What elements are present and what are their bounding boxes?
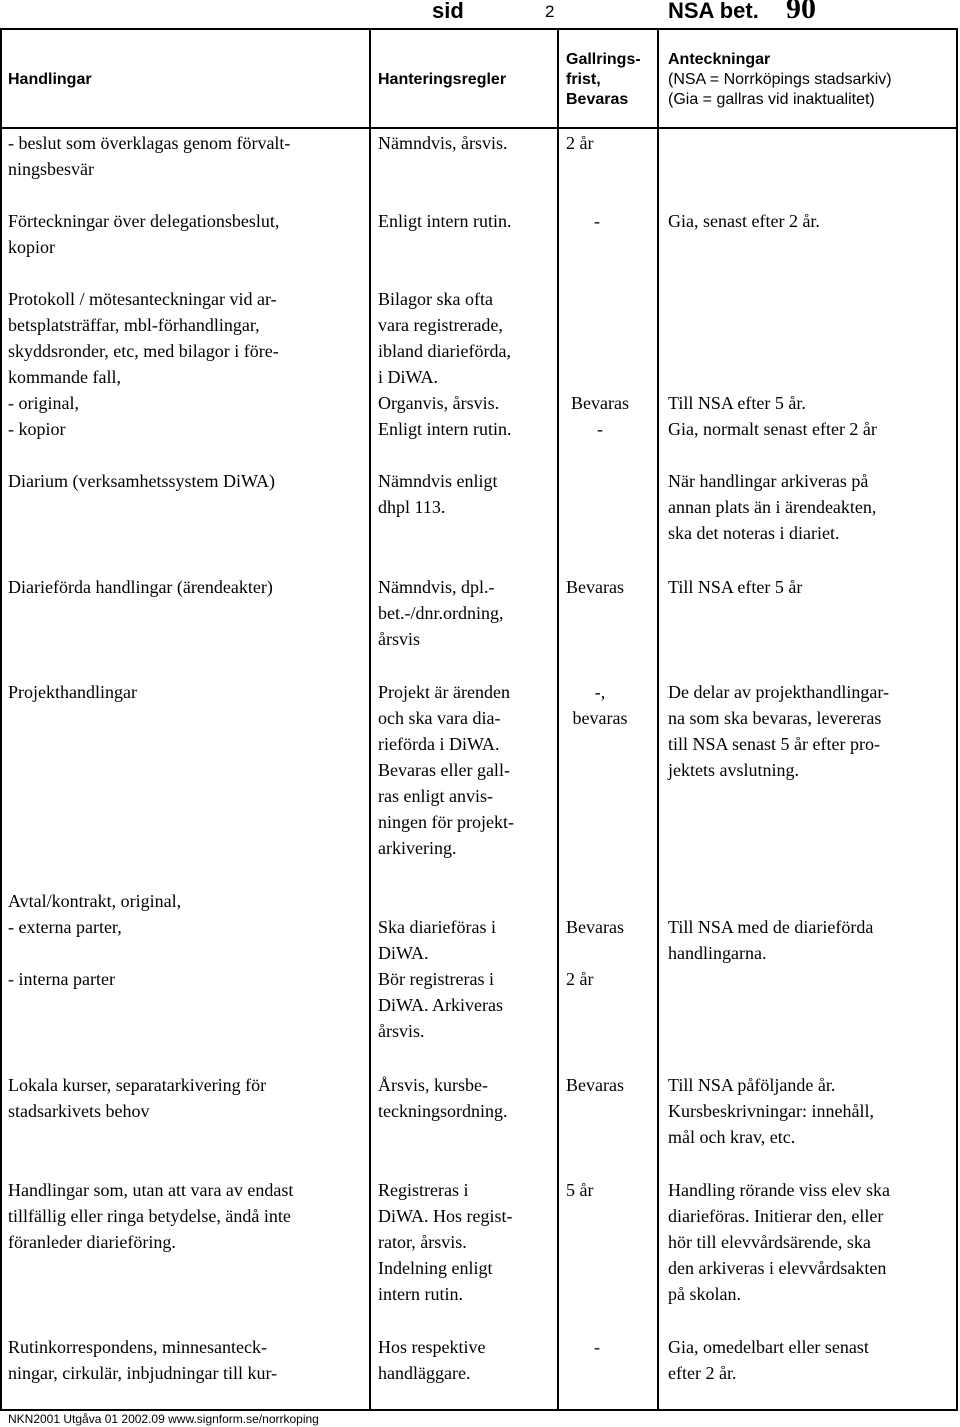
- column-header-gallringsfrist: Gallrings- frist, Bevaras: [566, 51, 641, 108]
- column-divider: [657, 28, 659, 1411]
- cell-hanteringsregler: Ska diarieföras i DiWA. Bör registreras i DiWA. Arkiveras årsvis.: [378, 917, 503, 1041]
- cell-anteckningar: De delar av projekthandlingar- na som ska bevaras, levereras till NSA senast 5 år efter pro- jektets avslutning.: [668, 682, 890, 780]
- cell-anteckningar: Handling rörande viss elev ska diarieföras. Initierar den, eller hör till elevvårdsärende, ska den arkiveras i elevvårdsakten på skolan.: [668, 1180, 890, 1304]
- column-header-handlingar: Handlingar: [8, 71, 92, 88]
- cell-gallringsfrist: -: [594, 211, 600, 231]
- nsa-reference-label: NSA bet.: [668, 0, 759, 23]
- cell-anteckningar: Till NSA efter 5 år. Gia, normalt senast efter 2 år: [668, 393, 877, 439]
- cell-hanteringsregler: Nämndvis, årsvis.: [378, 133, 508, 153]
- cell-gallringsfrist: -, bevaras: [572, 682, 628, 728]
- cell-anteckningar: Gia, senast efter 2 år.: [668, 211, 820, 231]
- page-label-sid: sid: [432, 0, 464, 23]
- cell-hanteringsregler: Bilagor ska ofta vara registrerade, ibland diarieförda, i DiWA. Organvis, årsvis. Enligt intern rutin.: [378, 289, 512, 439]
- cell-anteckningar: Till NSA efter 5 år: [668, 577, 803, 597]
- cell-handlingar: Avtal/kontrakt, original, - externa parter, - interna parter: [8, 891, 182, 989]
- cell-gallringsfrist: 2 år: [566, 133, 594, 153]
- column-header-anteckningar-note: (Gia = gallras vid inaktualitet): [668, 91, 875, 108]
- cell-anteckningar: Till NSA påföljande år. Kursbeskrivningar: innehåll, mål och krav, etc.: [668, 1075, 874, 1147]
- cell-gallringsfrist: Bevaras 2 år: [566, 917, 624, 989]
- cell-handlingar: Rutinkorrespondens, minnesanteck- ningar, cirkulär, inbjudningar till kur-: [8, 1337, 278, 1383]
- column-header-anteckningar: [668, 50, 892, 110]
- cell-handlingar: Protokoll / mötesanteckningar vid ar- betsplatsträffar, mbl-förhandlingar, skyddsronder, etc, med bilagor i före- kommande fall, - original, - kopior: [8, 289, 279, 439]
- cell-handlingar: Projekthandlingar: [8, 682, 137, 702]
- column-header-anteckningar-title: Anteckningar: [668, 51, 771, 68]
- cell-hanteringsregler: Registreras i DiWA. Hos regist- rator, årsvis. Indelning enligt intern rutin.: [378, 1180, 513, 1304]
- cell-anteckningar: Till NSA med de diarieförda handlingarna.: [668, 917, 874, 963]
- cell-hanteringsregler: Enligt intern rutin.: [378, 211, 512, 231]
- cell-handlingar: - beslut som överklagas genom förvalt- ningsbesvär: [8, 133, 291, 179]
- cell-handlingar: Diarieförda handlingar (ärendeakter): [8, 577, 273, 597]
- cell-hanteringsregler: Årsvis, kursbe- teckningsordning.: [378, 1075, 508, 1121]
- cell-gallringsfrist: Bevaras: [566, 577, 624, 597]
- cell-hanteringsregler: Hos respektive handläggare.: [378, 1337, 486, 1383]
- cell-gallringsfrist: 5 år: [566, 1180, 594, 1200]
- nsa-reference-number: 90: [786, 0, 816, 25]
- cell-handlingar: Diarium (verksamhetssystem DiWA): [8, 471, 275, 491]
- column-header-hanteringsregler: Hanteringsregler: [378, 71, 507, 88]
- cell-handlingar: Förteckningar över delegationsbeslut, kopior: [8, 211, 280, 257]
- cell-hanteringsregler: Nämndvis enligt dhpl 113.: [378, 471, 498, 517]
- cell-handlingar: Handlingar som, utan att vara av endast tillfällig eller ringa betydelse, ändå inte föranleder diarieföring.: [8, 1180, 294, 1252]
- column-divider: [557, 28, 559, 1411]
- column-divider: [369, 28, 371, 1411]
- cell-hanteringsregler: Nämndvis, dpl.- bet.-/dnr.ordning, årsvis: [378, 577, 504, 649]
- cell-handlingar: Lokala kurser, separatarkivering för stadsarkivets behov: [8, 1075, 267, 1121]
- column-header-anteckningar-note: (NSA = Norrköpings stadsarkiv): [668, 71, 892, 88]
- cell-gallringsfrist: Bevaras -: [571, 393, 629, 439]
- cell-anteckningar: När handlingar arkiveras på annan plats än i ärendeakten, ska det noteras i diariet.: [668, 471, 877, 543]
- page-number: 2: [545, 2, 555, 21]
- cell-gallringsfrist: -: [594, 1337, 600, 1357]
- cell-anteckningar: Gia, omedelbart eller senast efter 2 år.: [668, 1337, 869, 1383]
- cell-hanteringsregler: Projekt är ärenden och ska vara dia- rieförda i DiWA. Bevaras eller gall- ras enligt anvis- ningen för projekt- arkivering.: [378, 682, 514, 858]
- page-footer: NKN2001 Utgåva 01 2002.09 www.signform.se/norrkoping: [8, 1412, 319, 1426]
- header-divider: [0, 127, 958, 129]
- cell-gallringsfrist: Bevaras: [566, 1075, 624, 1095]
